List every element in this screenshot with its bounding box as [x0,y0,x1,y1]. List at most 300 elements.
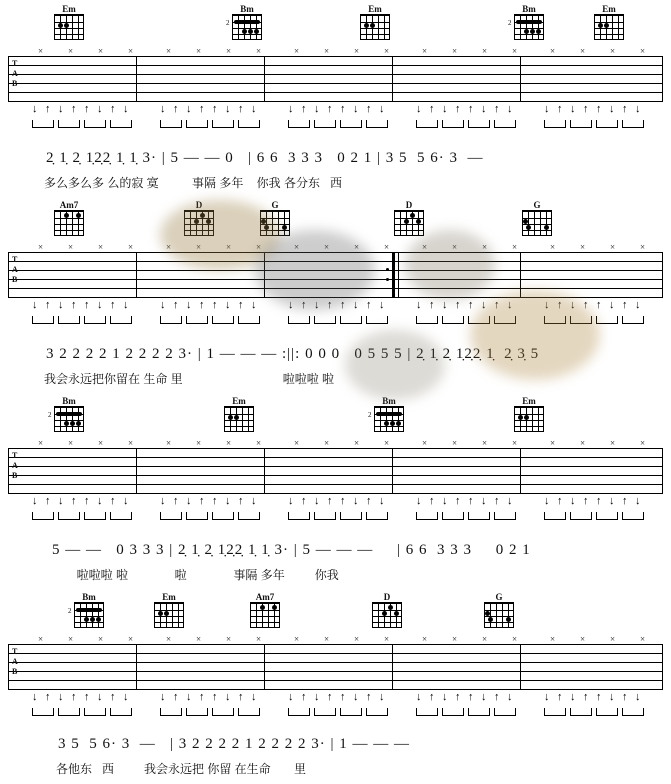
up-stroke-icon: ↑ [238,691,244,703]
mute-stroke-icon: × [452,46,458,56]
mute-stroke-icon: × [98,242,104,252]
mute-stroke-icon: × [354,242,360,252]
up-stroke-icon: ↑ [468,103,474,115]
up-stroke-icon: ↑ [366,691,372,703]
chord-grid [184,210,214,236]
rhythm-bracket [160,316,182,324]
mute-stroke-icon: × [324,242,330,252]
up-stroke-icon: ↑ [327,495,333,507]
up-stroke-icon: ↑ [199,299,205,311]
chord-grid [514,406,544,432]
rhythm-bracket [442,120,464,128]
down-stroke-icon: ↓ [570,691,576,703]
chord-name: Bm [522,4,536,14]
up-stroke-icon: ↑ [340,103,346,115]
down-stroke-icon: ↓ [225,299,231,311]
rhythm-bracket [238,316,260,324]
mute-mark-row [8,242,663,252]
mute-mark-row [8,438,663,448]
up-stroke-icon: ↑ [429,495,435,507]
system-4 [0,588,671,784]
up-stroke-icon: ↑ [622,495,628,507]
mute-mark-row [8,46,663,56]
up-stroke-icon: ↑ [173,103,179,115]
numbered-notation: 3 5 5 6· 3 — | 3 2 2 2 2 1 2 2 2 2 3· | 1 — — — [58,736,410,752]
up-stroke-icon: ↑ [622,691,628,703]
up-stroke-icon: ↑ [494,299,500,311]
mute-stroke-icon: × [294,634,300,644]
up-stroke-icon: ↑ [173,495,179,507]
strum-arrow-row [8,104,663,118]
chord-grid [224,406,254,432]
chord-diagram [52,4,86,40]
up-stroke-icon: ↑ [238,495,244,507]
down-stroke-icon: ↓ [123,299,129,311]
chord-diagram [152,592,186,628]
mute-stroke-icon: × [452,438,458,448]
down-stroke-icon: ↓ [353,299,359,311]
up-stroke-icon: ↑ [340,495,346,507]
rhythm-bracket [570,316,592,324]
mute-stroke-icon: × [294,438,300,448]
chord-grid [260,210,290,236]
chord-diagram [258,200,292,236]
down-stroke-icon: ↓ [609,495,615,507]
down-stroke-icon: ↓ [251,495,257,507]
down-stroke-icon: ↓ [314,299,320,311]
down-stroke-icon: ↓ [32,103,38,115]
down-stroke-icon: ↓ [123,495,129,507]
down-stroke-icon: ↓ [507,299,513,311]
chord-grid: 2 [54,406,84,432]
down-stroke-icon: ↓ [481,103,487,115]
up-stroke-icon: ↑ [301,691,307,703]
up-stroke-icon: ↑ [212,495,218,507]
chord-grid: 2 [514,14,544,40]
system-3 [0,392,671,588]
rhythm-bracket [366,512,388,520]
down-stroke-icon: ↓ [186,495,192,507]
up-stroke-icon: ↑ [494,103,500,115]
rhythm-bracket-row [8,512,663,524]
rhythm-bracket [340,316,362,324]
chord-diagram [68,592,106,628]
rhythm-bracket [442,512,464,520]
down-stroke-icon: ↓ [609,103,615,115]
mute-stroke-icon: × [38,242,44,252]
tab-clef-b: B [12,275,18,284]
mute-stroke-icon: × [128,634,134,644]
rhythm-bracket [84,316,106,324]
down-stroke-icon: ↓ [570,299,576,311]
up-stroke-icon: ↑ [468,691,474,703]
rhythm-bracket [186,512,208,520]
rhythm-bracket [58,316,80,324]
rhythm-bracket [32,512,54,520]
down-stroke-icon: ↓ [225,691,231,703]
chord-name: Bm [82,592,96,602]
up-stroke-icon: ↑ [468,299,474,311]
mute-stroke-icon: × [324,46,330,56]
up-stroke-icon: ↑ [596,103,602,115]
mute-stroke-icon: × [422,242,428,252]
mute-stroke-icon: × [354,438,360,448]
tab-staff [8,252,663,304]
mute-stroke-icon: × [354,634,360,644]
rhythm-bracket [288,120,310,128]
up-stroke-icon: ↑ [596,495,602,507]
up-stroke-icon: ↑ [327,299,333,311]
rhythm-bracket [32,120,54,128]
tab-clef-t: T [12,255,18,264]
up-stroke-icon: ↑ [71,103,77,115]
up-stroke-icon: ↑ [455,299,461,311]
mute-stroke-icon: × [98,438,104,448]
mute-stroke-icon: × [512,438,518,448]
up-stroke-icon: ↑ [596,299,602,311]
tab-staff [8,56,663,108]
chord-grid [154,602,184,628]
up-stroke-icon: ↑ [583,103,589,115]
tab-clef-a: A [12,265,18,274]
rhythm-bracket [340,512,362,520]
rhythm-bracket [84,708,106,716]
mute-stroke-icon: × [68,438,74,448]
up-stroke-icon: ↑ [110,495,116,507]
rhythm-bracket [494,120,516,128]
numbered-notation: 2̣ 1̣ 2̣ 1̣2̣2̣ 1̣ 1̣ 3· | 5 — — 0 | 6 6 3 3 3 0 2 1 | 3 5 5 6· 3 — [46,150,484,166]
chord-diagram [392,200,426,236]
tab-clef-a: A [12,69,18,78]
down-stroke-icon: ↓ [635,103,641,115]
rhythm-bracket [32,708,54,716]
mute-stroke-icon: × [640,46,646,56]
up-stroke-icon: ↑ [238,103,244,115]
down-stroke-icon: ↓ [609,691,615,703]
down-stroke-icon: ↓ [416,103,422,115]
up-stroke-icon: ↑ [199,103,205,115]
up-stroke-icon: ↑ [301,103,307,115]
rhythm-bracket [160,512,182,520]
up-stroke-icon: ↑ [173,299,179,311]
mute-stroke-icon: × [128,242,134,252]
up-stroke-icon: ↑ [199,691,205,703]
system-2 [0,196,671,392]
mute-stroke-icon: × [226,242,232,252]
rhythm-bracket [340,708,362,716]
tab-staff [8,644,663,696]
rhythm-bracket [110,316,132,324]
chord-name: Em [62,4,76,14]
rhythm-bracket [186,708,208,716]
lyrics-line: 各他东 西 我会永远把 你留 在生命 里 [56,762,307,776]
down-stroke-icon: ↓ [186,299,192,311]
mute-stroke-icon: × [354,46,360,56]
mute-stroke-icon: × [38,46,44,56]
up-stroke-icon: ↑ [45,691,51,703]
rhythm-bracket [622,708,644,716]
rhythm-bracket [314,708,336,716]
up-stroke-icon: ↑ [455,691,461,703]
rhythm-bracket [160,120,182,128]
rhythm-bracket [58,120,80,128]
up-stroke-icon: ↑ [110,299,116,311]
chord-grid [522,210,552,236]
tab-clef-t: T [12,451,18,460]
chord-diagram [48,396,86,432]
up-stroke-icon: ↑ [366,299,372,311]
down-stroke-icon: ↓ [160,103,166,115]
chord-name: Em [522,396,536,406]
down-stroke-icon: ↓ [442,299,448,311]
down-stroke-icon: ↓ [544,103,550,115]
rhythm-bracket [596,316,618,324]
down-stroke-icon: ↓ [251,691,257,703]
mute-stroke-icon: × [38,438,44,448]
chord-diagram [222,396,256,432]
mute-stroke-icon: × [610,438,616,448]
chord-diagram [182,200,216,236]
down-stroke-icon: ↓ [123,691,129,703]
chord-grid: 2 [232,14,262,40]
rhythm-bracket [340,120,362,128]
down-stroke-icon: ↓ [635,495,641,507]
down-stroke-icon: ↓ [442,691,448,703]
up-stroke-icon: ↑ [583,691,589,703]
mute-stroke-icon: × [166,438,172,448]
chord-diagram [508,4,546,40]
chord-name: Bm [62,396,76,406]
up-stroke-icon: ↑ [199,495,205,507]
down-stroke-icon: ↓ [481,495,487,507]
chord-grid [54,210,84,236]
rhythm-bracket [110,512,132,520]
chord-grid [54,14,84,40]
mute-stroke-icon: × [640,242,646,252]
up-stroke-icon: ↑ [596,691,602,703]
up-stroke-icon: ↑ [212,103,218,115]
rhythm-bracket [366,120,388,128]
up-stroke-icon: ↑ [71,691,77,703]
numbered-notation: 3 2 2 2 2 1 2 2 2 2 3· | 1 — — — :||: 0 0 0 0 5 5 5 | 2̣ 1̣ 2̣ 1̣2̣2̣ 1̣ 2̣ 3̣ 5 [46,346,540,362]
mute-stroke-icon: × [610,242,616,252]
down-stroke-icon: ↓ [186,691,192,703]
up-stroke-icon: ↑ [45,299,51,311]
down-stroke-icon: ↓ [97,299,103,311]
rhythm-bracket [288,512,310,520]
rhythm-bracket [110,120,132,128]
down-stroke-icon: ↓ [379,103,385,115]
mute-stroke-icon: × [324,634,330,644]
down-stroke-icon: ↓ [314,103,320,115]
rhythm-bracket [84,120,106,128]
down-stroke-icon: ↓ [507,691,513,703]
chord-diagram [52,200,86,236]
down-stroke-icon: ↓ [186,103,192,115]
mute-stroke-icon: × [422,438,428,448]
down-stroke-icon: ↓ [58,103,64,115]
down-stroke-icon: ↓ [507,103,513,115]
rhythm-bracket [442,316,464,324]
up-stroke-icon: ↑ [366,495,372,507]
mute-stroke-icon: × [166,46,172,56]
mute-stroke-icon: × [98,634,104,644]
mute-stroke-icon: × [580,242,586,252]
mute-stroke-icon: × [482,46,488,56]
rhythm-bracket [58,512,80,520]
up-stroke-icon: ↑ [173,691,179,703]
lyrics-line: 我会永远把你留在 生命 里 啦啦啦 啦 [44,372,335,386]
down-stroke-icon: ↓ [570,495,576,507]
chord-name: Em [368,4,382,14]
chord-grid [484,602,514,628]
mute-stroke-icon: × [550,634,556,644]
mute-mark-row [8,634,663,644]
rhythm-bracket [238,512,260,520]
mute-stroke-icon: × [226,46,232,56]
up-stroke-icon: ↑ [84,495,90,507]
chord-name: G [271,200,279,210]
chord-diagram [248,592,282,628]
mute-stroke-icon: × [256,438,262,448]
chord-name: D [195,200,203,210]
down-stroke-icon: ↓ [570,103,576,115]
chord-name: G [495,592,503,602]
rhythm-bracket [416,708,438,716]
down-stroke-icon: ↓ [32,691,38,703]
rhythm-bracket [468,708,490,716]
down-stroke-icon: ↓ [481,299,487,311]
up-stroke-icon: ↑ [238,299,244,311]
down-stroke-icon: ↓ [314,495,320,507]
rhythm-bracket [186,316,208,324]
rhythm-bracket [468,316,490,324]
chord-name: G [533,200,541,210]
rhythm-bracket [570,512,592,520]
chord-name: D [405,200,413,210]
up-stroke-icon: ↑ [327,103,333,115]
mute-stroke-icon: × [482,634,488,644]
rhythm-bracket [110,708,132,716]
rhythm-bracket [212,512,234,520]
mute-stroke-icon: × [324,438,330,448]
chord-diagram [358,4,392,40]
down-stroke-icon: ↓ [379,299,385,311]
mute-stroke-icon: × [640,634,646,644]
mute-stroke-icon: × [550,438,556,448]
down-stroke-icon: ↓ [225,495,231,507]
down-stroke-icon: ↓ [544,299,550,311]
chord-grid [250,602,280,628]
rhythm-bracket [468,120,490,128]
up-stroke-icon: ↑ [71,495,77,507]
down-stroke-icon: ↓ [160,495,166,507]
up-stroke-icon: ↑ [494,495,500,507]
rhythm-bracket [314,316,336,324]
rhythm-bracket [494,512,516,520]
mute-stroke-icon: × [38,634,44,644]
up-stroke-icon: ↑ [583,495,589,507]
down-stroke-icon: ↓ [160,691,166,703]
down-stroke-icon: ↓ [58,495,64,507]
mute-stroke-icon: × [580,634,586,644]
tab-clef-b: B [12,667,18,676]
down-stroke-icon: ↓ [416,299,422,311]
mute-stroke-icon: × [294,46,300,56]
down-stroke-icon: ↓ [97,495,103,507]
chord-grid [394,210,424,236]
down-stroke-icon: ↓ [32,495,38,507]
rhythm-bracket [366,316,388,324]
rhythm-bracket [32,316,54,324]
chord-name: Em [162,592,176,602]
chord-name: Em [602,4,616,14]
mute-stroke-icon: × [452,634,458,644]
down-stroke-icon: ↓ [544,691,550,703]
up-stroke-icon: ↑ [429,299,435,311]
chord-diagram [482,592,516,628]
up-stroke-icon: ↑ [340,299,346,311]
down-stroke-icon: ↓ [58,691,64,703]
down-stroke-icon: ↓ [32,299,38,311]
chord-name: Am7 [255,592,275,602]
lyrics-line: 多么多么多 么的寂 寞 事隔 多年 你我 各分东 西 [44,176,343,190]
rhythm-bracket [416,512,438,520]
up-stroke-icon: ↑ [212,691,218,703]
tab-clef-t: T [12,647,18,656]
mute-stroke-icon: × [256,242,262,252]
up-stroke-icon: ↑ [340,691,346,703]
up-stroke-icon: ↑ [429,103,435,115]
down-stroke-icon: ↓ [314,691,320,703]
up-stroke-icon: ↑ [110,691,116,703]
up-stroke-icon: ↑ [455,103,461,115]
down-stroke-icon: ↓ [635,691,641,703]
down-stroke-icon: ↓ [442,103,448,115]
strum-arrow-row [8,496,663,510]
up-stroke-icon: ↑ [327,691,333,703]
chord-name: Am7 [59,200,79,210]
mute-stroke-icon: × [422,634,428,644]
rhythm-bracket [212,120,234,128]
tab-staff [8,448,663,500]
chord-diagram [592,4,626,40]
chord-grid [360,14,390,40]
down-stroke-icon: ↓ [160,299,166,311]
tab-clef-b: B [12,79,18,88]
mute-stroke-icon: × [482,438,488,448]
rhythm-bracket [212,708,234,716]
rhythm-bracket [314,120,336,128]
tab-clef-a: A [12,461,18,470]
mute-stroke-icon: × [580,46,586,56]
mute-stroke-icon: × [256,46,262,56]
rhythm-bracket [442,708,464,716]
rhythm-bracket [212,316,234,324]
rhythm-bracket [238,708,260,716]
chord-name: Bm [382,396,396,406]
mute-stroke-icon: × [610,634,616,644]
chord-diagram [520,200,554,236]
rhythm-bracket [544,120,566,128]
mute-stroke-icon: × [550,46,556,56]
down-stroke-icon: ↓ [97,691,103,703]
system-1 [0,0,671,196]
up-stroke-icon: ↑ [557,691,563,703]
mute-stroke-icon: × [550,242,556,252]
rhythm-bracket [494,708,516,716]
mute-stroke-icon: × [422,46,428,56]
